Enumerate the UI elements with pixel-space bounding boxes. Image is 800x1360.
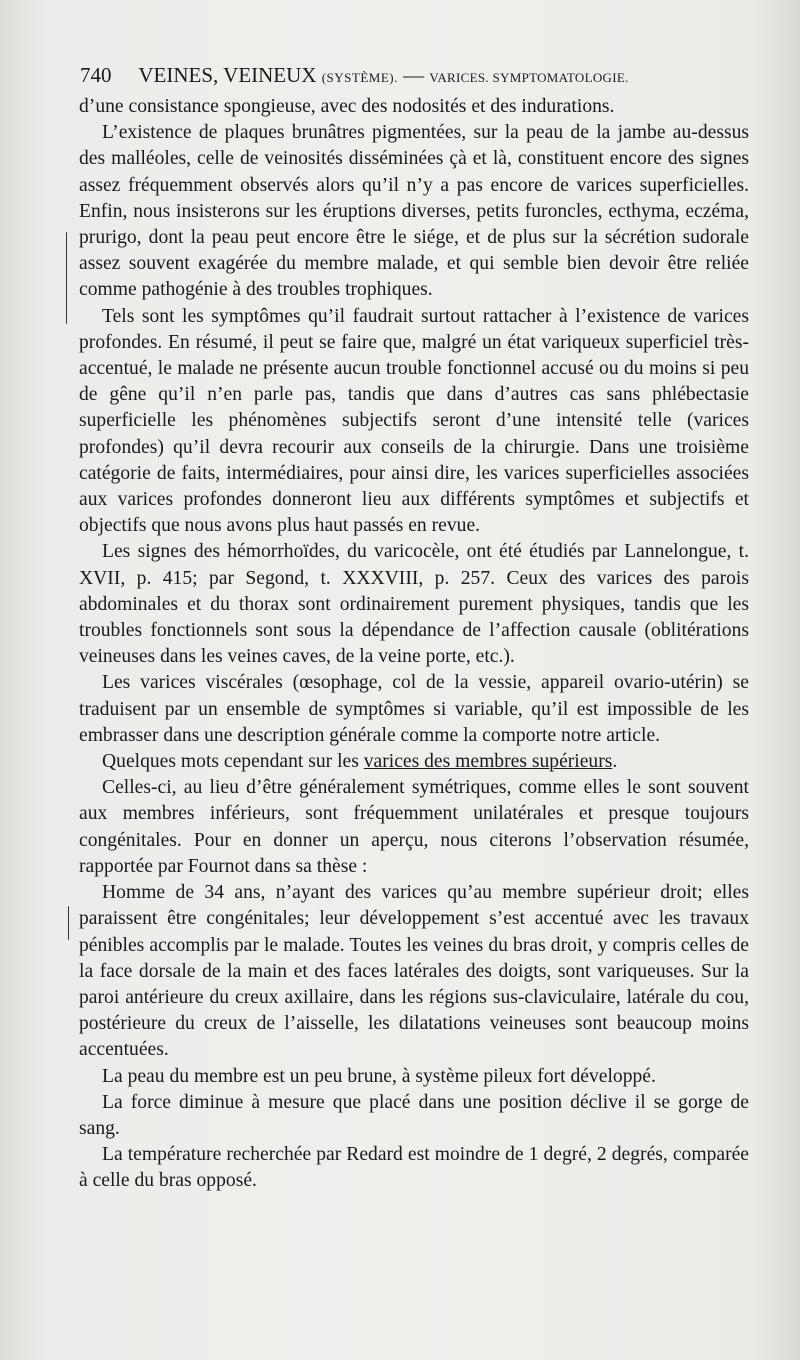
header-section: VARICES. SYMPTOMATOLOGIE.: [429, 70, 629, 85]
paragraph: L’existence de plaques brunâtres pigmentées, sur la peau de la jambe au-dessus des malléoles, celle de veinosités disséminées çà et là, constituent encore des signes assez fréquemment observés alors qu’il n’y a pas encore de varices superficielles. Enfin, nous insisterons sur les éruptions diverses, petits furoncles, ecthyma, eczéma, prurigo, dont la peau peut encore être le siége, et de plus sur la sécrétion sudorale assez souvent exagérée du membre malade, et qui semble bien devoir être reliée comme pathogénie à des troubles trophiques.: [79, 122, 749, 301]
header-subtitle: (SYSTÈME).: [321, 70, 398, 85]
paragraph: [79, 749, 749, 775]
page-number: 740: [80, 63, 112, 87]
body-text: [79, 94, 749, 1195]
margin-bracket: [66, 232, 67, 324]
paragraph-text: Quelques mots cependant sur les: [102, 751, 364, 773]
paragraph: Homme de 34 ans, n’ayant des varices qu’au membre supérieur droit; elles paraissent être congénitales; leur développement s’est accentué avec les travaux pénibles accomplis par le malade. Toutes les veines du bras droit, y compris celles de la face dorsale de la main et des faces latérales des doigts, sont variqueuses. Sur la paroi antérieure du creux axillaire, dans les régions sus-claviculaire, latérale du cou, postérieure du creux de l’aisselle, les dilatations veineuses sont beaucoup moins accentuées.: [79, 882, 749, 1061]
header-title: VEINES, VEINEUX: [138, 63, 317, 87]
paragraph: d’une consistance spongieuse, avec des nodosités et des indurations.: [79, 96, 615, 117]
paragraph: Celles-ci, au lieu d’être généralement symétriques, comme elles le sont souvent aux membres inférieurs, sont fréquemment unilatérales et presque toujours congénitales. Pour en donner un aperçu, nous citerons l’observation résumée, rapportée par Fournot dans sa thèse :: [79, 777, 749, 877]
paragraph: La peau du membre est un peu brune, à système pileux fort développé.: [102, 1065, 656, 1087]
paragraph: Les varices viscérales (œsophage, col de la vessie, appareil ovario-utérin) se traduisent par un ensemble de symptômes si variable, qu’il est impossible de les embrasser dans une description générale comme la comporte notre article.: [79, 672, 749, 746]
header-dash: —: [403, 63, 425, 87]
running-header: [80, 62, 680, 88]
underlined-phrase: varices des membres supérieurs: [363, 751, 613, 773]
paragraph: La force diminue à mesure que placé dans une position déclive il se gorge de sang.: [79, 1091, 749, 1139]
paragraph: La température recherchée par Redard est moindre de 1 degré, 2 degrés, comparée à celle du bras opposé.: [79, 1144, 749, 1192]
margin-bracket: [68, 906, 69, 940]
paragraph: Les signes des hémorrhoïdes, du varicocèle, ont été étudiés par Lannelongue, t. XVII, p. 415; par Segond, t. XXXVIII, p. 257. Ceux des varices des parois abdominales et du thorax sont ordinairement purement physiques, tandis que les troubles fonctionnels sont sous la dépendance de l’affection causale (oblitérations veineuses dans les veines caves, de la veine porte, etc.).: [79, 541, 749, 668]
paragraph: Tels sont les symptômes qu’il faudrait surtout rattacher à l’existence de varices profondes. En résumé, il peut se faire que, malgré un état variqueux superficiel très-accentué, le malade ne présente aucun trouble fonctionnel accusé ou du moins si peu de gêne qu’il n’en parle pas, tandis que dans d’autres cas sans phlébectasie superficielle les phénomènes subjectifs seront d’une intensité telle (varices profondes) qu’il devra recourir aux conseils de la chirurgie. Dans une troisième catégorie de faits, intermédiaires, pour ainsi dire, les varices superficielles associées aux varices profondes donneront lieu aux différents symptômes et subjectifs et objectifs que nous avons plus haut passés en revue.: [79, 305, 749, 537]
paragraph-text: .: [612, 751, 618, 773]
